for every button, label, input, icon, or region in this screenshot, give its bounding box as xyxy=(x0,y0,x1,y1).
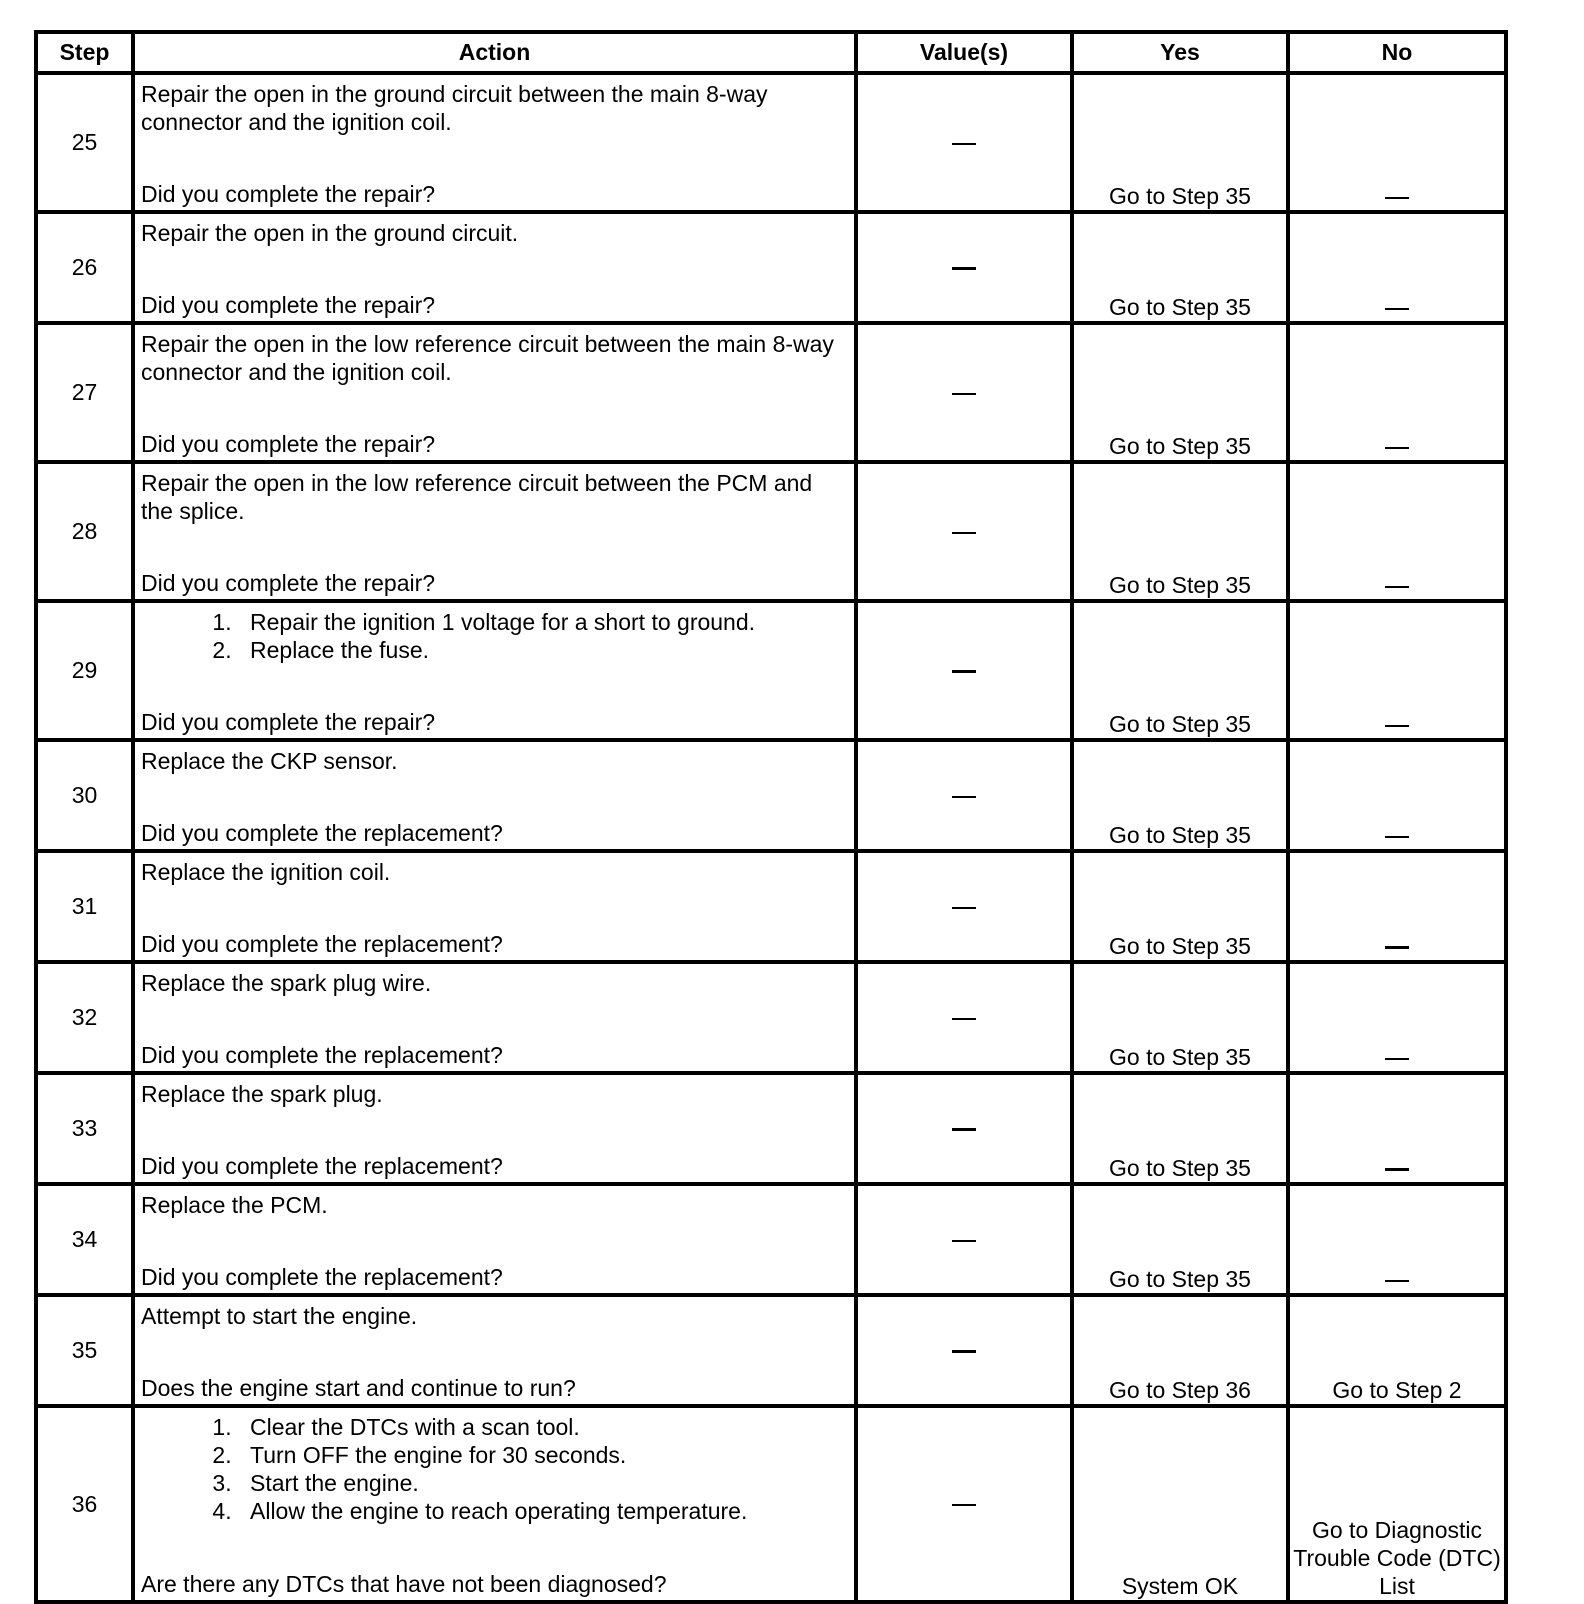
no-dash xyxy=(1385,725,1409,727)
action-content xyxy=(135,603,854,738)
no-dash xyxy=(1385,1058,1409,1060)
no-dash xyxy=(1385,308,1409,310)
table-row xyxy=(36,851,1506,962)
action-content xyxy=(135,1297,854,1404)
yes-text: Go to Step 36 xyxy=(1109,1377,1251,1403)
action-content xyxy=(135,75,854,210)
action-content xyxy=(135,1186,854,1293)
step-number: 34 xyxy=(36,1184,133,1295)
yes-text: Go to Step 35 xyxy=(1109,1044,1251,1070)
no-dash xyxy=(1385,946,1409,949)
yes-cell xyxy=(1072,1073,1288,1184)
header-yes: Yes xyxy=(1072,32,1288,73)
yes-cell xyxy=(1072,73,1288,212)
action-text: Replace the spark plug wire. xyxy=(141,970,432,996)
no-cell xyxy=(1288,1073,1506,1184)
header-row xyxy=(36,32,1506,73)
no-cell xyxy=(1288,1406,1506,1602)
yes-text: Go to Step 35 xyxy=(1109,572,1251,598)
step-number: 26 xyxy=(36,212,133,323)
yes-cell xyxy=(1072,1295,1288,1406)
yes-text: Go to Step 35 xyxy=(1109,933,1251,959)
action-question: Did you complete the repair? xyxy=(141,181,436,207)
table-row xyxy=(36,740,1506,851)
action-question: Did you complete the repair? xyxy=(141,709,436,735)
action-question: Did you complete the repair? xyxy=(141,431,436,457)
table-row xyxy=(36,1184,1506,1295)
value-dash xyxy=(952,796,976,798)
value-dash xyxy=(952,393,976,395)
yes-text: System OK xyxy=(1121,1573,1239,1599)
diagnostic-table xyxy=(34,30,1508,1604)
action-text: Replace the PCM. xyxy=(141,1192,328,1218)
action-steps-list xyxy=(141,608,848,664)
yes-cell xyxy=(1072,212,1288,323)
no-cell xyxy=(1288,962,1506,1073)
action-question: Are there any DTCs that have not been diagnosed? xyxy=(141,1571,667,1597)
no-cell xyxy=(1288,462,1506,601)
action-cell xyxy=(133,323,856,462)
yes-cell xyxy=(1072,323,1288,462)
no-dash xyxy=(1385,447,1409,449)
action-step-item: 4. Allow the engine to reach operating temperature. xyxy=(238,1497,848,1525)
yes-cell xyxy=(1072,740,1288,851)
yes-cell xyxy=(1072,851,1288,962)
action-cell xyxy=(133,1406,856,1602)
no-dash xyxy=(1385,1168,1409,1171)
no-cell xyxy=(1288,212,1506,323)
table-row xyxy=(36,962,1506,1073)
value-cell xyxy=(856,323,1072,462)
header-action: Action xyxy=(133,32,856,73)
value-dash xyxy=(952,267,976,270)
step-number: 29 xyxy=(36,601,133,740)
value-cell xyxy=(856,1073,1072,1184)
action-question: Did you complete the replacement? xyxy=(141,931,503,957)
no-text: Go to Step 2 xyxy=(1332,1377,1462,1403)
step-number: 32 xyxy=(36,962,133,1073)
value-cell xyxy=(856,1406,1072,1602)
yes-text: Go to Step 35 xyxy=(1109,1155,1251,1181)
action-cell xyxy=(133,462,856,601)
value-cell xyxy=(856,462,1072,601)
value-dash xyxy=(952,1018,976,1020)
action-cell xyxy=(133,73,856,212)
no-dash xyxy=(1385,586,1409,588)
action-cell xyxy=(133,1295,856,1406)
no-dash xyxy=(1385,1280,1409,1282)
no-cell xyxy=(1288,601,1506,740)
yes-text: Go to Step 35 xyxy=(1109,711,1251,737)
action-text: Repair the open in the ground circuit. xyxy=(141,220,519,246)
yes-cell xyxy=(1072,962,1288,1073)
no-cell xyxy=(1288,740,1506,851)
action-question: Did you complete the repair? xyxy=(141,570,436,596)
action-text: Repair the open in the ground circuit between the main 8-way connector and the ignition coil. xyxy=(141,81,768,135)
yes-text: Go to Step 35 xyxy=(1109,433,1251,459)
value-cell xyxy=(856,212,1072,323)
action-content xyxy=(135,1408,854,1600)
value-dash xyxy=(952,532,976,534)
no-cell xyxy=(1288,1295,1506,1406)
value-dash xyxy=(952,1128,976,1131)
action-cell xyxy=(133,740,856,851)
table-row xyxy=(36,601,1506,740)
value-cell xyxy=(856,601,1072,740)
step-number: 27 xyxy=(36,323,133,462)
no-dash xyxy=(1385,836,1409,838)
action-content xyxy=(135,464,854,599)
value-cell xyxy=(856,1184,1072,1295)
table-row xyxy=(36,323,1506,462)
action-content xyxy=(135,214,854,321)
value-dash xyxy=(952,1240,976,1242)
value-cell xyxy=(856,73,1072,212)
action-cell xyxy=(133,962,856,1073)
value-cell xyxy=(856,851,1072,962)
action-text: Replace the spark plug. xyxy=(141,1081,383,1107)
step-number: 30 xyxy=(36,740,133,851)
action-cell xyxy=(133,1184,856,1295)
action-step-item: 1. Clear the DTCs with a scan tool. xyxy=(238,1413,848,1441)
action-content xyxy=(135,853,854,960)
table-row xyxy=(36,462,1506,601)
table-row xyxy=(36,73,1506,212)
action-cell xyxy=(133,212,856,323)
no-cell xyxy=(1288,73,1506,212)
header-no: No xyxy=(1288,32,1506,73)
action-question: Did you complete the repair? xyxy=(141,292,436,318)
step-number: 36 xyxy=(36,1406,133,1602)
yes-text: Go to Step 35 xyxy=(1109,183,1251,209)
action-text: Replace the CKP sensor. xyxy=(141,748,398,774)
action-text: Repair the open in the low reference circuit between the PCM and the splice. xyxy=(141,470,813,524)
step-number: 31 xyxy=(36,851,133,962)
action-steps-list xyxy=(141,1413,848,1525)
yes-cell xyxy=(1072,462,1288,601)
value-cell xyxy=(856,740,1072,851)
action-cell xyxy=(133,851,856,962)
table-row xyxy=(36,1073,1506,1184)
step-number: 35 xyxy=(36,1295,133,1406)
header-step: Step xyxy=(36,32,133,73)
action-step-item: 2. Turn OFF the engine for 30 seconds. xyxy=(238,1441,848,1469)
value-dash xyxy=(952,670,976,673)
no-cell xyxy=(1288,323,1506,462)
action-cell xyxy=(133,1073,856,1184)
yes-text: Go to Step 35 xyxy=(1109,822,1251,848)
value-cell xyxy=(856,962,1072,1073)
action-text: Attempt to start the engine. xyxy=(141,1303,418,1329)
action-text: Replace the ignition coil. xyxy=(141,859,391,885)
step-number: 28 xyxy=(36,462,133,601)
yes-text: Go to Step 35 xyxy=(1109,294,1251,320)
table-row xyxy=(36,212,1506,323)
step-number: 25 xyxy=(36,73,133,212)
table-body xyxy=(36,73,1506,1602)
no-dash xyxy=(1385,197,1409,199)
action-cell xyxy=(133,601,856,740)
value-dash xyxy=(952,1350,976,1353)
action-content xyxy=(135,964,854,1071)
value-dash xyxy=(952,143,976,145)
yes-cell xyxy=(1072,1406,1288,1602)
action-content xyxy=(135,325,854,460)
step-number: 33 xyxy=(36,1073,133,1184)
action-question: Did you complete the replacement? xyxy=(141,1264,503,1290)
action-question: Did you complete the replacement? xyxy=(141,820,503,846)
header-values: Value(s) xyxy=(856,32,1072,73)
no-cell xyxy=(1288,851,1506,962)
action-content xyxy=(135,1075,854,1182)
no-text: Go to Diagnostic Trouble Code (DTC) List xyxy=(1293,1517,1501,1599)
action-step-item: 1. Repair the ignition 1 voltage for a short to ground. xyxy=(238,608,848,636)
table-row xyxy=(36,1406,1506,1602)
value-dash xyxy=(952,1504,976,1506)
no-cell xyxy=(1288,1184,1506,1295)
action-step-item: 3. Start the engine. xyxy=(238,1469,848,1497)
action-step-item: 2. Replace the fuse. xyxy=(238,636,848,664)
value-cell xyxy=(856,1295,1072,1406)
table-row xyxy=(36,1295,1506,1406)
action-text: Repair the open in the low reference circuit between the main 8-way connector and the ignition coil. xyxy=(141,331,834,385)
value-dash xyxy=(952,907,976,909)
action-question: Does the engine start and continue to run? xyxy=(141,1375,576,1401)
action-content xyxy=(135,742,854,849)
yes-cell xyxy=(1072,601,1288,740)
action-question: Did you complete the replacement? xyxy=(141,1153,503,1179)
yes-cell xyxy=(1072,1184,1288,1295)
action-question: Did you complete the replacement? xyxy=(141,1042,503,1068)
yes-text: Go to Step 35 xyxy=(1109,1266,1251,1292)
